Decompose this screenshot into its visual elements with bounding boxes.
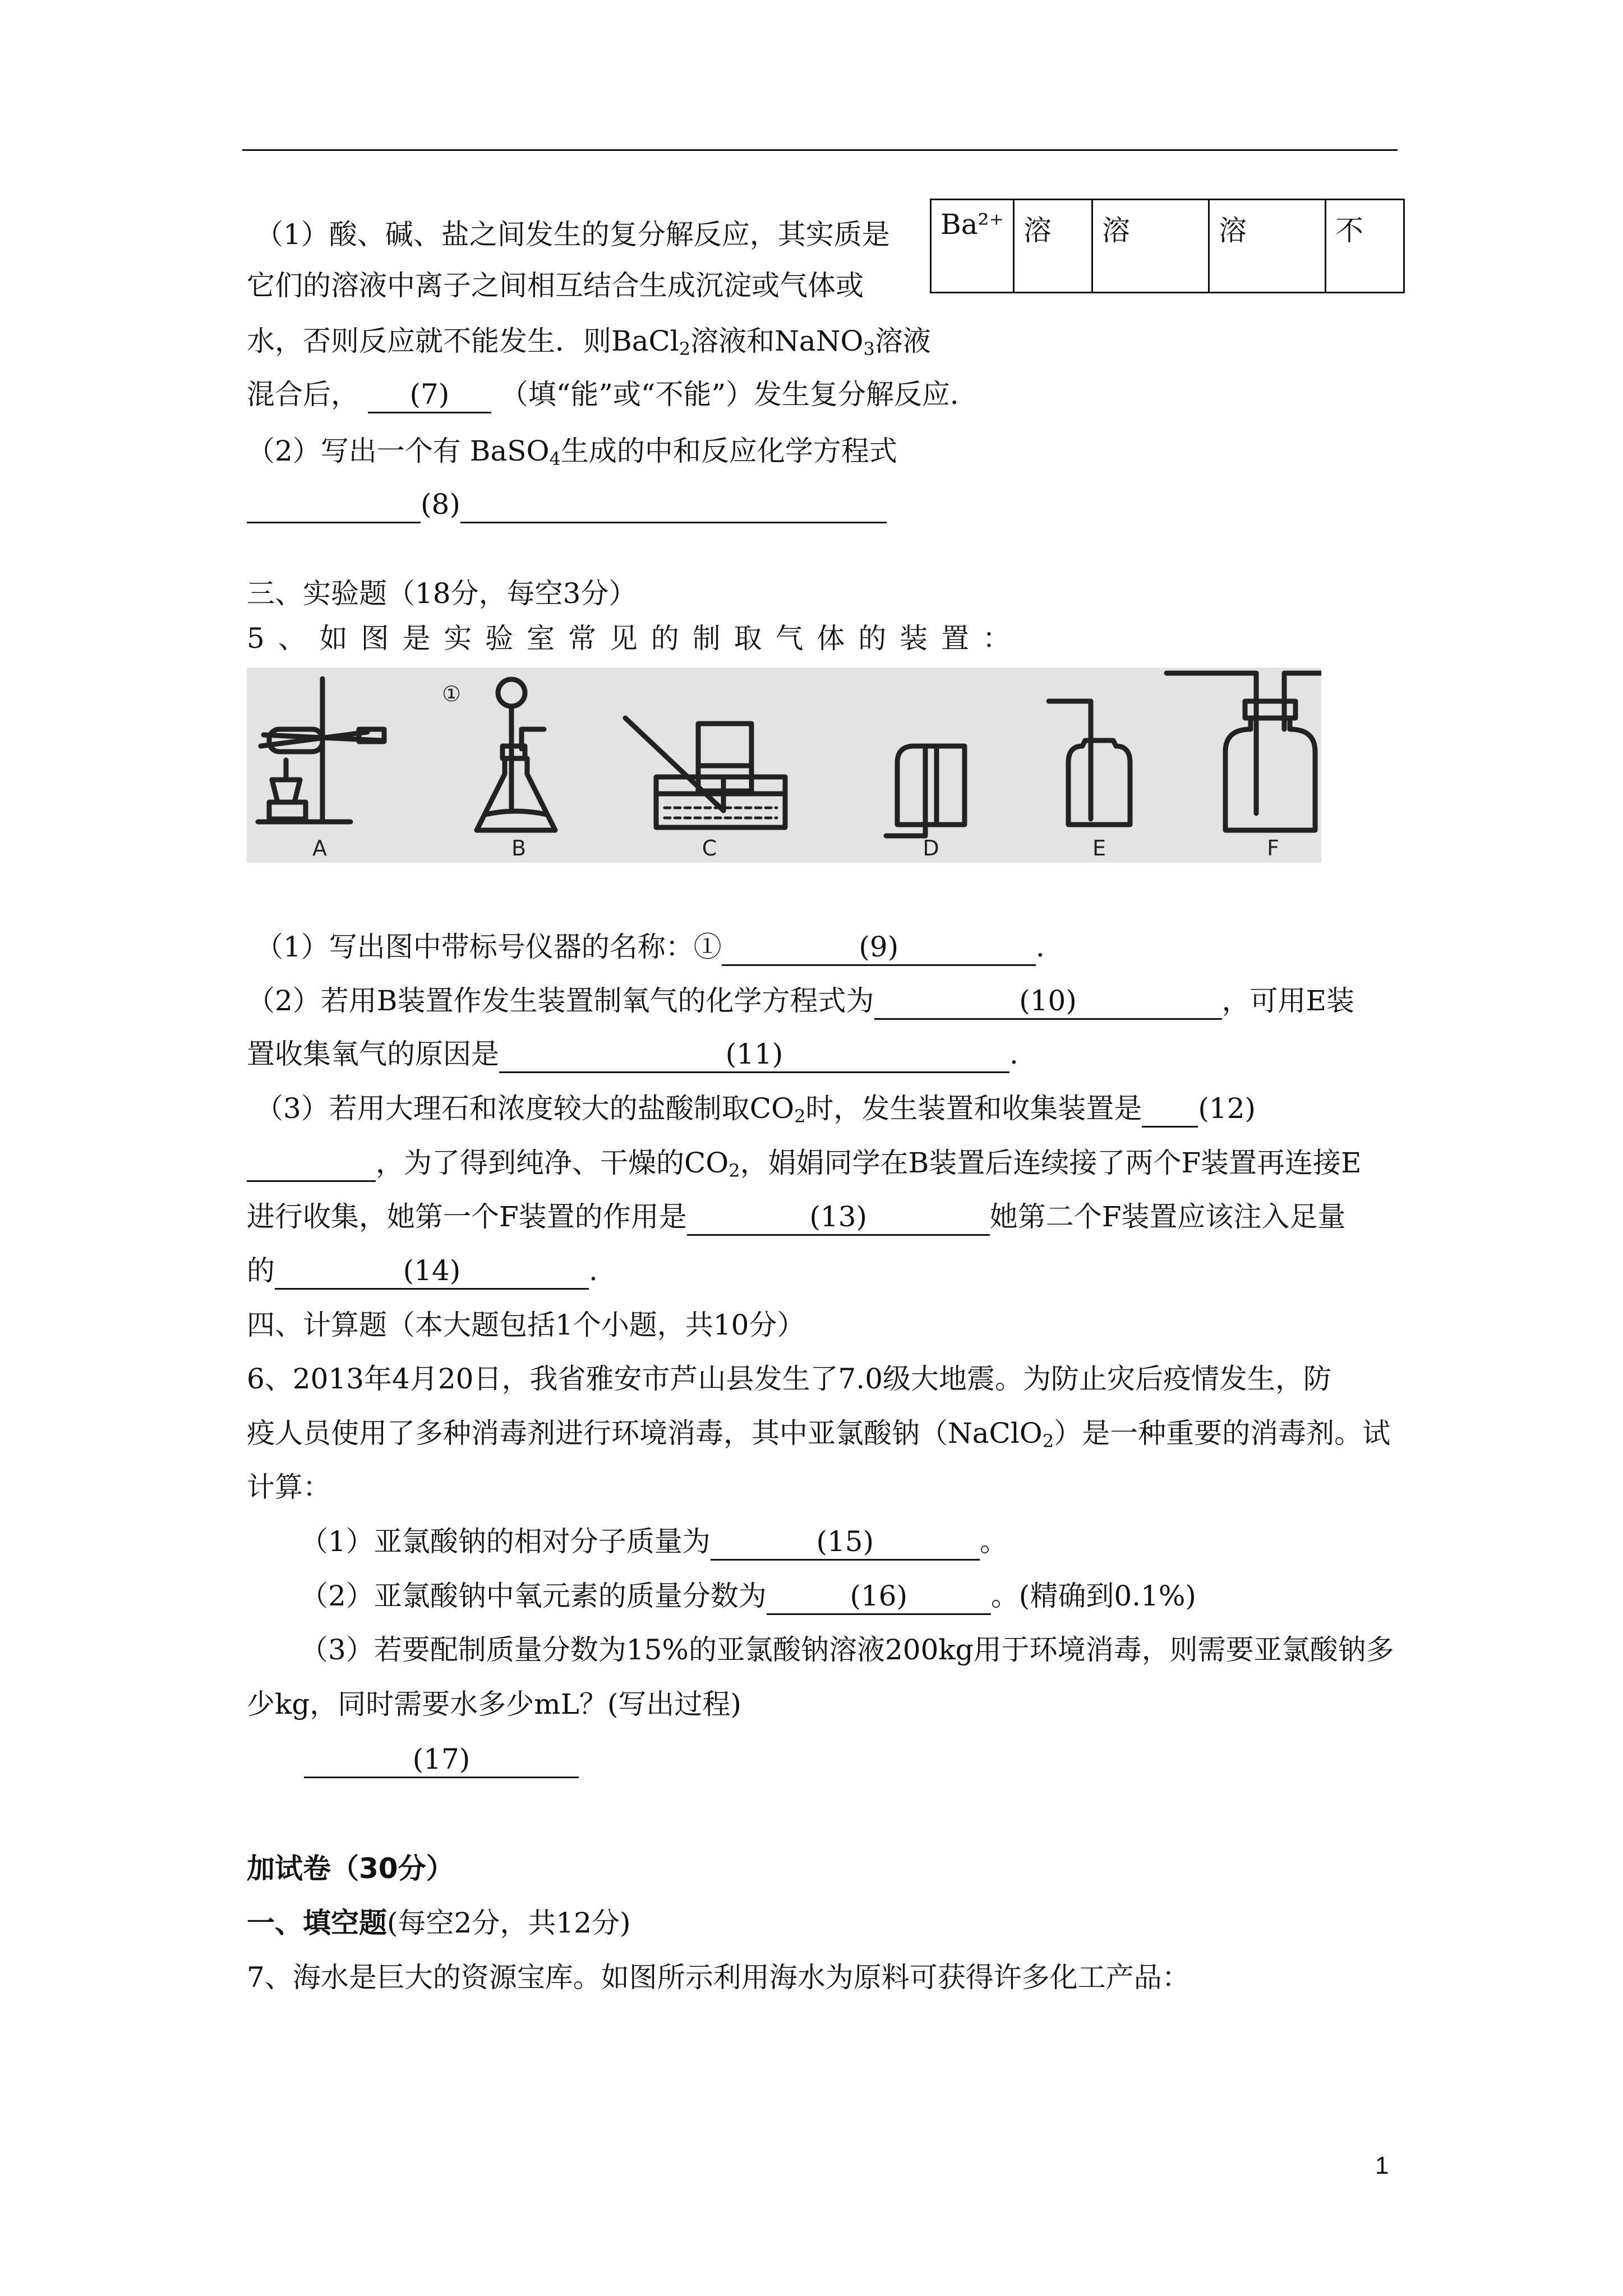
answer-blank-8-lead[interactable] — [247, 487, 421, 523]
lab-apparatus-figure — [247, 668, 1321, 863]
answer-blank-12[interactable]: (12) — [1198, 1092, 1256, 1125]
q5-part-2-cont: 置收集氧气的原因是 (11) . — [247, 1037, 1018, 1073]
extra-section-1-heading: 一、填空题(每空2分，共12分) — [247, 1907, 631, 1939]
q5-part-3-cont-2: 进行收集，她第一个F装置的作用是 (13) 她第二个F装置应该注入足量 — [247, 1199, 1345, 1236]
q6-part-1: （1）亚氯酸钠的相对分子质量为 (15) 。 — [300, 1524, 1008, 1561]
q4-line-2: 它们的溶液中离子之间相互结合生成沉淀或气体或 — [247, 269, 864, 302]
solubility-table — [930, 199, 1405, 293]
table-cell: 溶 — [1014, 200, 1092, 293]
answer-blank-11[interactable]: (11) — [499, 1037, 1009, 1073]
q6-part-2: （2）亚氯酸钠中氧元素的质量分数为 (16) 。(精确到0.1%) — [300, 1579, 1196, 1615]
answer-blank-9[interactable]: (9) — [722, 930, 1036, 966]
table-cell: 溶 — [1092, 200, 1209, 293]
apparatus-label-b: B — [511, 836, 527, 861]
section-3-heading: 三、实验题（18分，每空3分） — [247, 577, 637, 610]
apparatus-label-f: F — [1267, 836, 1279, 861]
table-row — [931, 200, 1404, 293]
q4-line-3: 水，否则反应就不能发生．则BaCl$_2$溶液和NaNO$_3$溶液 — [247, 325, 931, 360]
answer-blank-17[interactable]: (17) — [304, 1742, 579, 1778]
answer-blank-8-tail[interactable] — [460, 487, 887, 523]
table-cell: 溶 — [1209, 200, 1326, 293]
q5-part-1: （1）写出图中带标号仪器的名称：① (9) . — [255, 930, 1045, 966]
q5-part-3: （3）若用大理石和浓度较大的盐酸制取$CO_2$时，发生装置和收集装置是 (12) — [255, 1092, 1256, 1127]
question-6-line-2: 疫人员使用了多种消毒剂进行环境消毒，其中亚氯酸钠（NaClO$_2$）是一种重要的消毒剂。试 — [247, 1417, 1391, 1452]
apparatus-label-e: E — [1092, 836, 1106, 861]
question-5: 5 、 如 图 是 实 验 室 常 见 的 制 取 气 体 的 装 置 ： — [247, 622, 1011, 655]
answer-blank-16[interactable]: (16) — [767, 1579, 991, 1615]
q5-part-3-cont: ，为了得到纯净、干燥的$CO_2$，娟娟同学在B装置后连续接了两个F装置再连接E — [247, 1145, 1362, 1188]
question-6-line-1: 6、2013年4月20日，我省雅安市芦山县发生了7.0级大地震。为防止灾后疫情发生，防 — [247, 1363, 1332, 1395]
apparatus-label-a: A — [312, 836, 327, 861]
q6-part-3: （3）若要配制质量分数为15%的亚氯酸钠溶液200kg用于环境消毒，则需要亚氯酸钠多 — [300, 1634, 1394, 1666]
q4-line-6 — [247, 487, 887, 523]
page-number: 1 — [1375, 2152, 1389, 2179]
section-4-heading: 四、计算题（本大题包括1个小题，共10分） — [247, 1309, 805, 1341]
apparatus-label-c: C — [702, 836, 717, 861]
answer-blank-12-tail[interactable] — [247, 1145, 376, 1182]
header-rule — [242, 149, 1398, 151]
answer-blank-8[interactable]: (8) — [421, 488, 460, 521]
q4-line-4: 混合后， (7) （填“能”或“不能”）发生复分解反应． — [247, 377, 978, 413]
q5-part-3-cont-3: 的 (14) . — [247, 1253, 598, 1290]
question-7: 7、海水是巨大的资源宝库。如图所示利用海水为原料可获得许多化工产品： — [247, 1961, 1190, 1994]
q6-answer-line — [304, 1742, 579, 1778]
apparatus-label-d: D — [923, 836, 939, 861]
answer-blank-7[interactable]: (7) — [368, 377, 491, 413]
answer-blank-13[interactable]: (13) — [687, 1199, 990, 1236]
answer-blank-12-lead[interactable] — [1142, 1091, 1198, 1128]
answer-blank-15[interactable]: (15) — [711, 1524, 980, 1561]
question-6-line-3: 计算： — [247, 1471, 331, 1503]
extra-paper-title: 加试卷（30分） — [247, 1852, 454, 1885]
q6-part-3-cont: 少kg，同时需要水多少mL？(写出过程) — [247, 1688, 741, 1720]
apparatus-marker-1: ① — [441, 682, 462, 706]
answer-blank-14[interactable]: (14) — [275, 1253, 589, 1290]
q4-line-5: （2）写出一个有 BaSO$_4$生成的中和反应化学方程式 — [247, 435, 897, 470]
q5-part-2: （2）若用B装置作发生装置制氧气的化学方程式为 (10) ，可用E装 — [247, 983, 1354, 1020]
answer-blank-10[interactable]: (10) — [874, 983, 1222, 1020]
q4-line-1: （1）酸、碱、盐之间发生的复分解反应，其实质是 — [255, 218, 890, 251]
table-cell: 不 — [1326, 200, 1404, 293]
table-ion-cell: Ba²⁺ — [931, 200, 1014, 293]
